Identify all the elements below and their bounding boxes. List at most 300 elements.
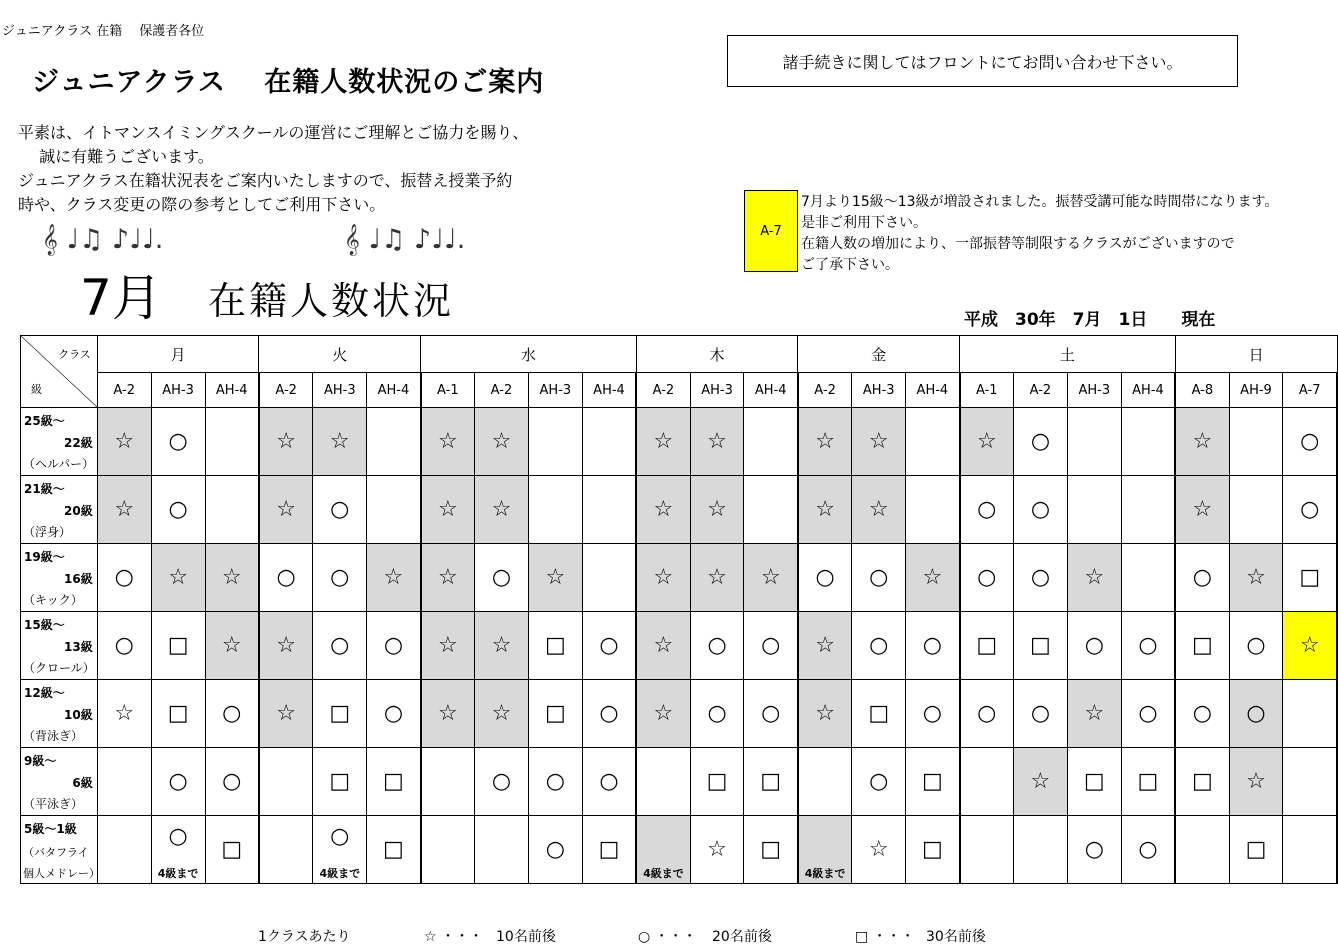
- enrollment-mark: □: [706, 769, 728, 794]
- enrollment-mark: ○: [761, 701, 781, 726]
- enrollment-cell: [960, 476, 1014, 544]
- enrollment-mark: ☆: [976, 429, 997, 454]
- enrollment-mark: ○: [114, 565, 134, 590]
- table-row: [21, 476, 1338, 544]
- legend-square-symbol: □ ・・・: [855, 929, 915, 945]
- enrollment-mark: ☆: [491, 701, 512, 726]
- enrollment-cell: [259, 612, 313, 680]
- level-label-line: （浮身）: [23, 525, 72, 539]
- enrollment-cell: [367, 748, 421, 816]
- month-label: 7月: [80, 269, 162, 327]
- enrollment-cell: [852, 816, 906, 884]
- enrollment-cell: [906, 476, 960, 544]
- enrollment-cell: [1175, 748, 1229, 816]
- enrollment-mark: □: [221, 837, 243, 862]
- enrollment-mark: ☆: [437, 633, 458, 658]
- level-label-line: 個人メドレー）: [23, 867, 100, 880]
- enrollment-cell: [1121, 408, 1175, 476]
- enrollment-cell: [313, 476, 367, 544]
- contact-notice-box: [727, 35, 1238, 87]
- enrollment-cell: [636, 476, 690, 544]
- level-label-line: 12級～: [24, 686, 65, 700]
- announcement-line-3: 在籍人数の増加により、一部振替等制限するクラスがございますので: [801, 236, 1235, 252]
- contact-notice-text: 諸手続きに関してはフロントにてお問い合わせ下さい。: [782, 52, 1183, 72]
- enrollment-mark: ☆: [1192, 497, 1213, 522]
- enrollment-cell: [151, 748, 205, 816]
- enrollment-cell: [1283, 408, 1337, 476]
- enrollment-mark: ☆: [815, 633, 835, 658]
- legend-circle-symbol: ○ ・・・: [638, 929, 697, 945]
- class-header: AH-4: [906, 373, 960, 408]
- enrollment-cell: [367, 612, 421, 680]
- enrollment-mark: ○: [599, 633, 619, 658]
- day-header: 土: [960, 336, 1176, 373]
- enrollment-cell: [367, 680, 421, 748]
- enrollment-cell: [259, 408, 313, 476]
- enrollment-cell: [960, 816, 1014, 884]
- enrollment-cell: [852, 612, 906, 680]
- enrollment-mark: ☆: [653, 565, 674, 590]
- enrollment-cell: [852, 748, 906, 816]
- enrollment-cell: [582, 476, 636, 544]
- enrollment-mark: □: [1030, 633, 1051, 658]
- enrollment-mark: □: [868, 701, 890, 726]
- enrollment-mark: ○: [1138, 837, 1158, 862]
- enrollment-mark: ☆: [653, 497, 674, 522]
- enrollment-mark: ○: [383, 701, 404, 726]
- level-label-line: 5級～1級: [24, 822, 77, 836]
- enrollment-cell: [421, 612, 475, 680]
- enrollment-cell: [313, 612, 367, 680]
- enrollment-mark: ○: [276, 565, 296, 590]
- enrollment-cell: [367, 544, 421, 612]
- enrollment-mark: ☆: [1299, 633, 1320, 658]
- enrollment-cell: [1175, 680, 1229, 748]
- enrollment-cell: [744, 408, 798, 476]
- enrollment-cell: [367, 476, 421, 544]
- enrollment-mark: ○: [977, 565, 997, 590]
- enrollment-cell: [1283, 748, 1337, 816]
- enrollment-mark: ☆: [276, 497, 296, 522]
- enrollment-cell: [259, 680, 313, 748]
- enrollment-cell: [528, 544, 582, 612]
- enrollment-cell: [1175, 544, 1229, 612]
- enrollment-cell: [475, 816, 529, 884]
- class-header: A-2: [259, 373, 313, 408]
- announcement-line-1: 7月より15級～13級が増設されました。振替受講可能な時間帯になります。: [801, 194, 1279, 210]
- level-label-cell: [21, 476, 98, 544]
- enrollment-mark: ☆: [922, 565, 943, 590]
- level-label-line: （背泳ぎ）: [23, 729, 84, 743]
- enrollment-mark: ☆: [653, 429, 674, 454]
- enrollment-mark: □: [167, 633, 189, 658]
- enrollment-mark: ☆: [1084, 701, 1105, 726]
- enrollment-mark: ☆: [437, 701, 458, 726]
- enrollment-cell: [475, 680, 529, 748]
- enrollment-mark: ○: [599, 701, 619, 726]
- enrollment-cell: [97, 612, 151, 680]
- enrollment-cell: [475, 612, 529, 680]
- enrollment-mark: ☆: [114, 429, 135, 454]
- enrollment-cell: [582, 408, 636, 476]
- enrollment-cell: [97, 544, 151, 612]
- enrollment-cell: [852, 680, 906, 748]
- enrollment-mark: ○: [1300, 429, 1320, 454]
- enrollment-cell: [906, 680, 960, 748]
- status-title: 在籍人数状況: [208, 279, 455, 323]
- enrollment-mark: ○: [168, 497, 188, 522]
- corner-class-label: クラス: [58, 348, 91, 361]
- enrollment-cell: [960, 748, 1014, 816]
- enrollment-mark: □: [329, 769, 351, 794]
- enrollment-cell: [852, 408, 906, 476]
- enrollment-cell: [421, 748, 475, 816]
- enrollment-cell: [151, 476, 205, 544]
- class-header: A-2: [1013, 373, 1067, 408]
- enrollment-mark: ☆: [276, 429, 296, 454]
- level-label-cell: [21, 748, 98, 816]
- intro-line-4: 時や、クラス変更の際の参考としてご利用下さい。: [18, 195, 386, 214]
- legend-star-symbol: ☆ ・・・: [424, 929, 484, 945]
- enrollment-cell: [906, 612, 960, 680]
- enrollment-cell: [1121, 748, 1175, 816]
- enrollment-mark: ○: [869, 565, 889, 590]
- enrollment-cell: [798, 748, 852, 816]
- enrollment-cell: [1067, 612, 1121, 680]
- enrollment-cell: [1283, 476, 1337, 544]
- enrollment-cell: [1013, 748, 1067, 816]
- level-limit-note: 4級まで: [157, 867, 199, 880]
- announcement-line-2: 是非ご利用下さい。: [801, 215, 927, 231]
- page-title: ジュニアクラス 在籍人数状況のご案内: [32, 67, 545, 98]
- level-label-line: 16級: [64, 572, 93, 586]
- level-label-cell: [21, 816, 98, 884]
- enrollment-mark: ○: [383, 633, 404, 658]
- level-label-line: （ヘルパー）: [23, 457, 95, 471]
- enrollment-cell: [421, 408, 475, 476]
- a7-marker-label: A-7: [760, 223, 782, 239]
- enrollment-cell: [97, 816, 151, 884]
- enrollment-cell: [1013, 476, 1067, 544]
- enrollment-mark: ○: [761, 633, 781, 658]
- class-header: AH-4: [744, 373, 798, 408]
- class-header: AH-3: [151, 373, 205, 408]
- level-label-line: （クロール）: [23, 661, 95, 675]
- enrollment-cell: [582, 748, 636, 816]
- enrollment-cell: [475, 544, 529, 612]
- enrollment-cell: [313, 816, 367, 884]
- enrollment-mark: □: [921, 769, 943, 794]
- enrollment-cell: [582, 544, 636, 612]
- legend-circle-text: 20名前後: [712, 929, 772, 945]
- enrollment-mark: ○: [977, 497, 997, 522]
- enrollment-mark: ☆: [707, 497, 727, 522]
- enrollment-cell: [582, 612, 636, 680]
- enrollment-cell: [690, 612, 744, 680]
- enrollment-mark: ○: [222, 701, 242, 726]
- enrollment-cell: [97, 476, 151, 544]
- enrollment-mark: □: [760, 837, 782, 862]
- level-limit-note: 4級まで: [319, 867, 361, 880]
- legend-star-text: 10名前後: [496, 929, 556, 945]
- day-header: 日: [1175, 336, 1337, 373]
- enrollment-cell: [313, 748, 367, 816]
- enrollment-mark: ○: [1084, 837, 1104, 862]
- level-label-line: （キック）: [23, 593, 83, 607]
- enrollment-cell: [636, 680, 690, 748]
- level-label-line: 15級～: [24, 618, 65, 632]
- enrollment-mark: ○: [1138, 633, 1158, 658]
- enrollment-mark: ☆: [168, 565, 188, 590]
- enrollment-mark: ○: [1030, 565, 1051, 590]
- enrollment-mark: ○: [1300, 497, 1320, 522]
- enrollment-cell: [1175, 476, 1229, 544]
- enrollment-mark: ○: [707, 633, 727, 658]
- enrollment-mark: ☆: [114, 701, 135, 726]
- enrollment-cell: [1013, 544, 1067, 612]
- enrollment-mark: ☆: [868, 837, 889, 862]
- legend-square-text: 30名前後: [926, 929, 986, 945]
- enrollment-cell: [1283, 680, 1337, 748]
- enrollment-mark: ☆: [815, 429, 835, 454]
- enrollment-mark: ○: [1192, 565, 1212, 590]
- level-label-line: 21級～: [24, 482, 65, 496]
- enrollment-cell: [259, 476, 313, 544]
- class-header: A-2: [97, 373, 151, 408]
- level-label-cell: [21, 680, 98, 748]
- enrollment-mark: ○: [491, 769, 512, 794]
- enrollment-cell: [151, 612, 205, 680]
- enrollment-mark: □: [921, 837, 943, 862]
- enrollment-cell: [1067, 544, 1121, 612]
- table-row: [21, 680, 1338, 748]
- class-header: A-2: [636, 373, 690, 408]
- enrollment-cell: [1175, 612, 1229, 680]
- enrollment-cell: [690, 748, 744, 816]
- enrollment-cell: [798, 544, 852, 612]
- enrollment-cell: [259, 544, 313, 612]
- enrollment-cell: [960, 612, 1014, 680]
- class-header: A-2: [475, 373, 529, 408]
- enrollment-mark: ○: [922, 633, 942, 658]
- class-header: AH-3: [528, 373, 582, 408]
- enrollment-cell: [1175, 816, 1229, 884]
- enrollment-mark: ○: [330, 565, 350, 590]
- level-label-line: 9級～: [24, 754, 57, 768]
- enrollment-cell: [151, 816, 205, 884]
- enrollment-mark: ○: [1246, 633, 1266, 658]
- enrollment-mark: □: [383, 837, 404, 862]
- enrollment-mark: □: [1083, 769, 1105, 794]
- enrollment-cell: [1067, 748, 1121, 816]
- enrollment-cell: [205, 544, 259, 612]
- enrollment-cell: [1229, 612, 1283, 680]
- a7-highlight-marker: [744, 190, 798, 272]
- enrollment-mark: ○: [222, 769, 242, 794]
- enrollment-mark: ☆: [437, 497, 458, 522]
- intro-line-3: ジュニアクラス在籍状況表をご案内いたしますので、振替え授業予約: [18, 171, 513, 190]
- enrollment-mark: ☆: [491, 633, 512, 658]
- enrollment-mark: ☆: [383, 565, 404, 590]
- enrollment-cell: [1013, 408, 1067, 476]
- intro-line-2: 誠に有難うございます。: [18, 147, 214, 166]
- enrollment-cell: [906, 748, 960, 816]
- enrollment-cell: [1121, 476, 1175, 544]
- enrollment-cell: [690, 816, 744, 884]
- enrollment-cell: [421, 476, 475, 544]
- enrollment-cell: [1229, 748, 1283, 816]
- enrollment-mark: ☆: [1084, 565, 1105, 590]
- enrollment-cell: [852, 476, 906, 544]
- enrollment-mark: ☆: [653, 701, 674, 726]
- enrollment-mark: □: [976, 633, 998, 658]
- enrollment-mark: □: [760, 769, 782, 794]
- enrollment-cell: [906, 816, 960, 884]
- enrollment-cell: [1067, 408, 1121, 476]
- enrollment-table: [20, 335, 1338, 884]
- level-limit-note: 4級まで: [804, 867, 846, 880]
- level-label-cell: [21, 612, 98, 680]
- enrollment-cell: [636, 816, 690, 884]
- enrollment-mark: ☆: [653, 633, 674, 658]
- enrollment-mark: ○: [168, 769, 188, 794]
- enrollment-cell: [798, 612, 852, 680]
- enrollment-cell: [1067, 476, 1121, 544]
- enrollment-cell: [97, 680, 151, 748]
- enrollment-mark: ☆: [868, 429, 889, 454]
- enrollment-mark: ☆: [707, 837, 727, 862]
- enrollment-cell: [636, 612, 690, 680]
- enrollment-cell: [1229, 680, 1283, 748]
- enrollment-mark: □: [544, 633, 566, 658]
- enrollment-cell: [1067, 816, 1121, 884]
- enrollment-mark: ☆: [437, 565, 458, 590]
- enrollment-cell: [421, 816, 475, 884]
- enrollment-cell: [744, 748, 798, 816]
- enrollment-cell: [1283, 612, 1337, 680]
- enrollment-cell: [421, 544, 475, 612]
- enrollment-mark: ○: [869, 633, 889, 658]
- enrollment-cell: [690, 476, 744, 544]
- class-header: A-7: [1283, 373, 1337, 408]
- enrollment-cell: [97, 408, 151, 476]
- enrollment-mark: ☆: [707, 429, 727, 454]
- class-header: AH-4: [1121, 373, 1175, 408]
- level-label-line: 19級～: [24, 550, 65, 564]
- intro-line-1: 平素は、イトマンスイミングスクールの運営にご理解とご協力を賜り、: [18, 123, 529, 142]
- table-row: [21, 544, 1338, 612]
- level-label-line: （バタフライ: [23, 846, 89, 859]
- enrollment-cell: [744, 816, 798, 884]
- table-corner-header: [21, 336, 98, 408]
- enrollment-cell: [744, 612, 798, 680]
- enrollment-mark: ○: [1030, 429, 1051, 454]
- table-row: [21, 748, 1338, 816]
- enrollment-cell: [744, 680, 798, 748]
- enrollment-mark: □: [1245, 837, 1267, 862]
- music-notes-icon: 𝄞 ♩♫ ♪♩♩.: [42, 224, 164, 255]
- enrollment-cell: [367, 408, 421, 476]
- level-label-cell: [21, 544, 98, 612]
- class-header: A-1: [960, 373, 1014, 408]
- enrollment-cell: [1121, 544, 1175, 612]
- day-header: 水: [421, 336, 637, 373]
- enrollment-cell: [528, 748, 582, 816]
- enrollment-mark: ○: [491, 565, 512, 590]
- enrollment-mark: □: [1191, 633, 1213, 658]
- enrollment-cell: [313, 544, 367, 612]
- class-header: AH-3: [313, 373, 367, 408]
- day-header: 金: [798, 336, 960, 373]
- enrollment-cell: [1175, 408, 1229, 476]
- enrollment-mark: ☆: [545, 565, 566, 590]
- enrollment-mark: ☆: [1246, 565, 1266, 590]
- enrollment-cell: [1013, 680, 1067, 748]
- enrollment-mark: □: [329, 701, 351, 726]
- enrollment-mark: ☆: [760, 565, 781, 590]
- enrollment-cell: [97, 748, 151, 816]
- enrollment-mark: ☆: [1030, 769, 1051, 794]
- class-header: AH-4: [205, 373, 259, 408]
- enrollment-cell: [205, 612, 259, 680]
- class-header: AH-3: [690, 373, 744, 408]
- enrollment-cell: [205, 408, 259, 476]
- enrollment-cell: [1283, 544, 1337, 612]
- enrollment-mark: ○: [545, 837, 565, 862]
- as-of-date: 平成 30年 7月 1日 現在: [964, 310, 1216, 330]
- enrollment-cell: [798, 816, 852, 884]
- enrollment-cell: [367, 816, 421, 884]
- announcement-line-4: ご了承下さい。: [801, 257, 899, 273]
- enrollment-mark: ○: [869, 769, 889, 794]
- enrollment-cell: [798, 408, 852, 476]
- enrollment-cell: [205, 476, 259, 544]
- table-row: [21, 612, 1338, 680]
- level-label-line: 13級: [64, 640, 93, 654]
- class-header: A-2: [798, 373, 852, 408]
- enrollment-mark: ○: [1030, 497, 1051, 522]
- level-label-line: 22級: [64, 436, 93, 450]
- level-limit-note: 4級まで: [643, 867, 684, 880]
- enrollment-mark: ☆: [329, 429, 350, 454]
- enrollment-mark: ☆: [1192, 429, 1213, 454]
- day-header: 月: [97, 336, 259, 373]
- enrollment-cell: [582, 816, 636, 884]
- enrollment-cell: [205, 816, 259, 884]
- enrollment-mark: ○: [1246, 701, 1266, 726]
- enrollment-cell: [475, 748, 529, 816]
- enrollment-cell: [205, 748, 259, 816]
- enrollment-mark: □: [1299, 565, 1321, 590]
- class-header: AH-9: [1229, 373, 1283, 408]
- enrollment-mark: ○: [1084, 633, 1104, 658]
- enrollment-mark: ☆: [815, 497, 835, 522]
- enrollment-cell: [313, 680, 367, 748]
- enrollment-mark: ○: [1030, 701, 1051, 726]
- enrollment-cell: [798, 680, 852, 748]
- class-header: A-1: [421, 373, 475, 408]
- enrollment-mark: □: [544, 701, 566, 726]
- enrollment-mark: ☆: [276, 701, 296, 726]
- enrollment-mark: ○: [168, 429, 188, 454]
- enrollment-mark: ☆: [491, 429, 512, 454]
- enrollment-cell: [636, 408, 690, 476]
- enrollment-cell: [636, 544, 690, 612]
- enrollment-mark: ☆: [707, 565, 727, 590]
- enrollment-mark: □: [1137, 769, 1159, 794]
- class-header: AH-4: [582, 373, 636, 408]
- enrollment-cell: [313, 408, 367, 476]
